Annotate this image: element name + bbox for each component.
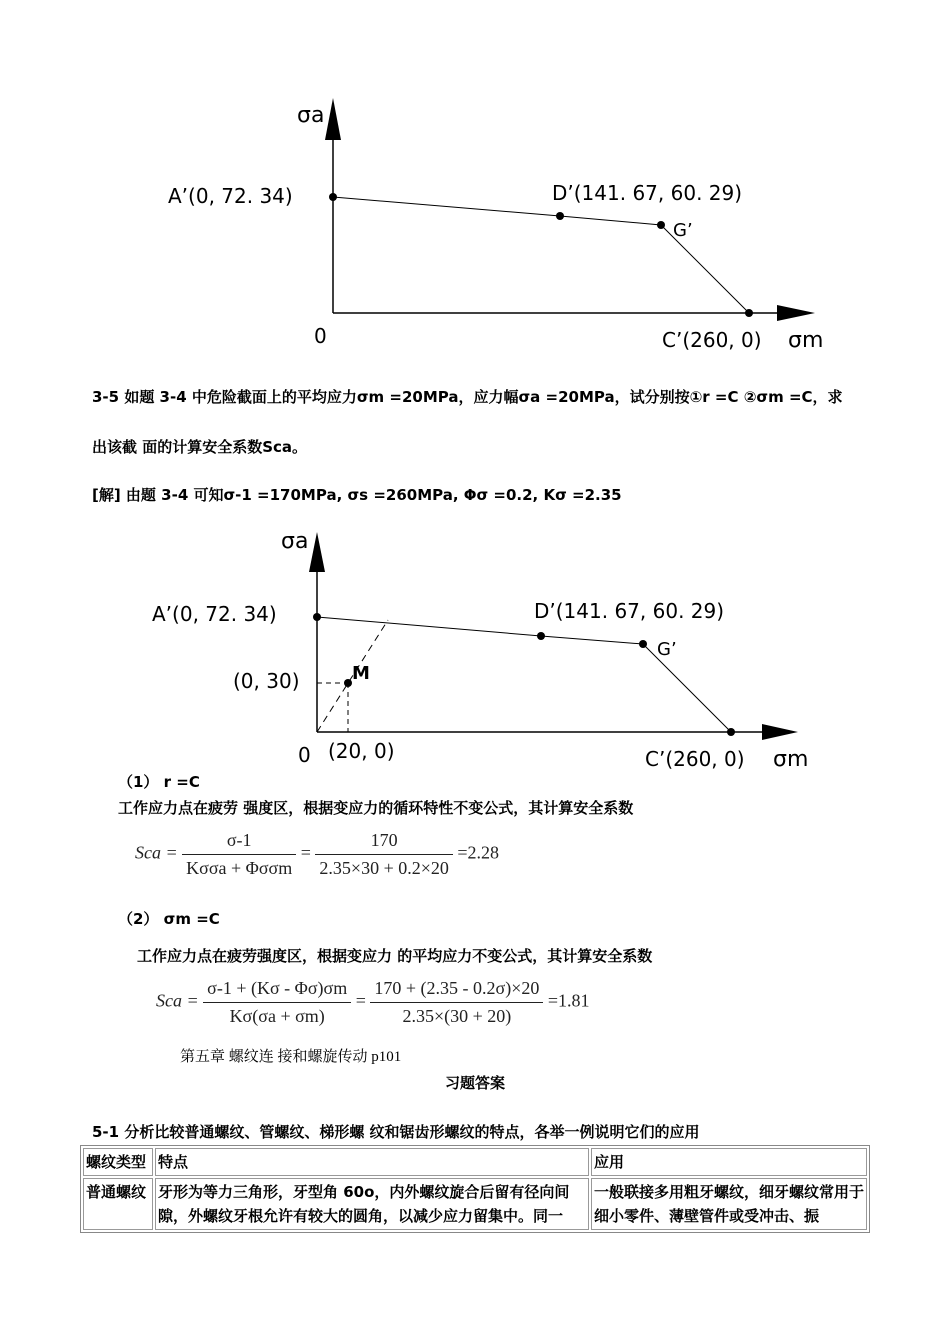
point-d-label: D’(141. 67, 60. 29): [534, 599, 725, 623]
x-axis-label: σm: [773, 747, 809, 772]
point-c-label: C’(260, 0): [645, 747, 745, 771]
case2-formula: [156, 978, 590, 1027]
fraction-1: [182, 830, 296, 879]
case1-text: 工作应力点在疲劳 强度区，根据变应力的循环特性不变公式，其计算安全系数: [118, 799, 634, 817]
case1-heading: （1） r =C: [118, 773, 200, 791]
denominator: 2.35×30 + 0.2×20: [319, 858, 449, 878]
fraction-2: [315, 830, 452, 879]
cell-thread-type: 普通螺纹: [83, 1178, 153, 1230]
fraction-2: [370, 978, 543, 1027]
chapter-title: 第五章 螺纹连 接和螺旋传动 p101: [180, 1049, 402, 1065]
point-g-marker: [657, 221, 665, 229]
formula-lhs: Sca =: [156, 990, 199, 1011]
point-a-marker: [329, 193, 337, 201]
cell-application: 一般联接多用粗牙螺纹，细牙螺纹常用于细小零件、薄壁管件或受冲击、振: [591, 1178, 867, 1230]
point-g-label: G’: [673, 220, 693, 241]
y-axis-label: σa: [297, 103, 325, 128]
point-d-marker: [537, 632, 545, 640]
label-20-0: (20, 0): [328, 739, 395, 763]
point-c-label: C’(260, 0): [662, 328, 762, 352]
thread-comparison-table: [80, 1145, 870, 1233]
point-c-marker: [727, 728, 735, 736]
problem-3-5-line2: 出该截 面的计算安全系数Sca。: [92, 438, 308, 456]
header-thread-type: 螺纹类型: [83, 1148, 153, 1176]
case2-heading: （2） σm =C: [118, 910, 220, 928]
label-0-30: (0, 30): [233, 669, 300, 693]
x-axis-label: σm: [788, 328, 824, 353]
case1-formula: [135, 830, 499, 879]
point-d-label: D’(141. 67, 60. 29): [552, 181, 743, 205]
equals-sign: =: [300, 842, 311, 863]
point-m-marker: [344, 679, 352, 687]
answers-title: 习题答案: [445, 1074, 506, 1092]
equals-sign: =: [355, 990, 366, 1011]
denominator: Kσ(σa + σm): [229, 1006, 325, 1026]
denominator: Kσσa + Φσσm: [186, 858, 293, 878]
y-axis-label: σa: [281, 529, 309, 554]
point-a-label: A’(0, 72. 34): [152, 602, 277, 626]
problem-5-1: 5-1 分析比较普通螺纹、管螺纹、梯形螺 纹和锯齿形螺纹的特点，各举一例说明它们的应用: [92, 1123, 700, 1141]
cell-feature: 牙形为等力三角形，牙型角 60o，内外螺纹旋合后留有径向间隙，外螺纹牙根允许有较大的圆角，以减少应力留集中。同一: [155, 1178, 589, 1230]
formula-lhs: Sca =: [135, 842, 178, 863]
table-row: [83, 1178, 867, 1230]
solution-intro: [解] 由题 3-4 可知σ-1 =170MPa, σs =260MPa, Φσ =0.2, Kσ =2.35: [92, 486, 622, 504]
numerator: 170: [315, 830, 452, 855]
problem-3-5-line1: 3-5 如题 3-4 中危险截面上的平均应力σm =20MPa，应力幅σa =20MPa，试分别按①r =C ②σm =C，求: [92, 388, 843, 406]
point-a-label: A’(0, 72. 34): [168, 184, 293, 208]
point-g-marker: [639, 640, 647, 648]
header-feature: 特点: [155, 1148, 589, 1176]
denominator: 2.35×(30 + 20): [402, 1006, 512, 1026]
fatigue-diagram-2: [0, 510, 950, 772]
case2-text: 工作应力点在疲劳强度区，根据变应力 的平均应力不变公式，其计算安全系数: [137, 947, 653, 965]
numerator: σ-1 + (Kσ - Φσ)σm: [203, 978, 351, 1003]
point-c-marker: [745, 309, 753, 317]
numerator: 170 + (2.35 - 0.2σ)×20: [370, 978, 543, 1003]
header-application: 应用: [591, 1148, 867, 1176]
point-d-marker: [556, 212, 564, 220]
numerator: σ-1: [182, 830, 296, 855]
point-m-label: M: [352, 663, 370, 684]
point-g-label: G’: [657, 639, 677, 660]
formula-result: =2.28: [457, 842, 500, 863]
origin-label: 0: [298, 743, 311, 767]
origin-label: 0: [314, 324, 327, 348]
table-header-row: [83, 1148, 867, 1176]
formula-result: =1.81: [547, 990, 590, 1011]
fraction-1: [203, 978, 351, 1027]
fatigue-diagram-1: [0, 0, 950, 360]
point-a-marker: [313, 613, 321, 621]
